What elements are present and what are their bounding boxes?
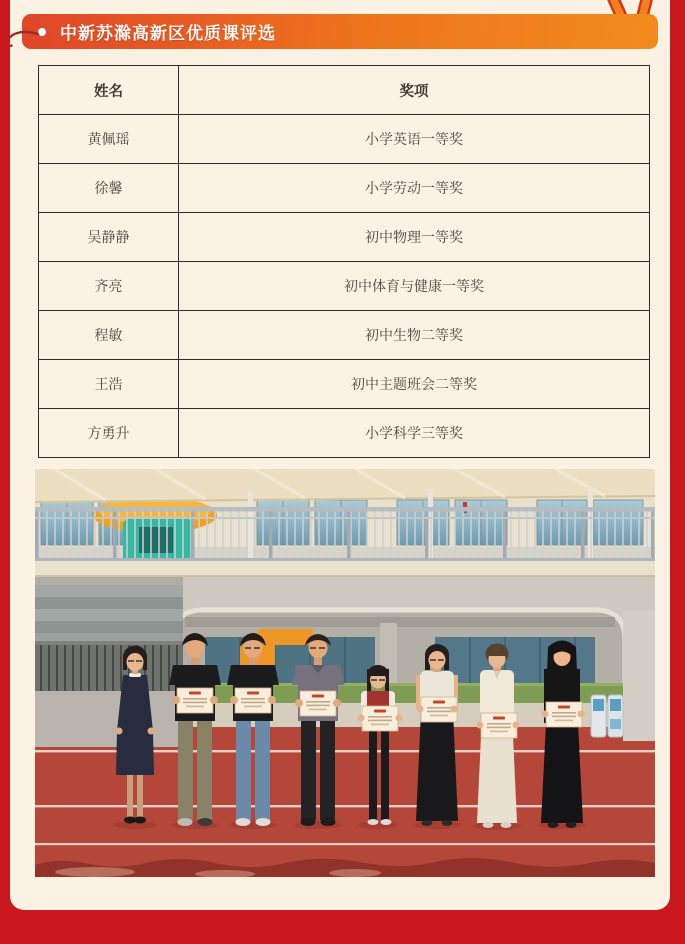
award-column-header: 奖项	[179, 66, 650, 115]
table-row	[39, 409, 650, 458]
name-cell: 齐亮	[39, 262, 179, 311]
content-card	[10, 0, 670, 910]
table-row	[39, 115, 650, 164]
table-row	[39, 311, 650, 360]
table-row	[39, 164, 650, 213]
award-cell: 初中物理一等奖	[179, 213, 650, 262]
award-cell: 初中体育与健康一等奖	[179, 262, 650, 311]
name-cell: 程敏	[39, 311, 179, 360]
award-cell: 小学科学三等奖	[179, 409, 650, 458]
swoosh-decoration-icon	[10, 28, 42, 50]
award-cell: 初中生物二等奖	[179, 311, 650, 360]
table-row	[39, 213, 650, 262]
name-cell: 方勇升	[39, 409, 179, 458]
name-cell: 王浩	[39, 360, 179, 409]
section-header-banner	[22, 14, 658, 49]
table-header-row	[39, 66, 650, 115]
section-title: 中新苏滁高新区优质课评选	[60, 24, 276, 43]
name-cell: 徐馨	[39, 164, 179, 213]
name-cell: 吴静静	[39, 213, 179, 262]
awards-group-photo[interactable]	[35, 469, 655, 877]
award-cell: 小学劳动一等奖	[179, 164, 650, 213]
award-cell: 小学英语一等奖	[179, 115, 650, 164]
table-row	[39, 262, 650, 311]
name-cell: 黄佩瑶	[39, 115, 179, 164]
name-column-header: 姓名	[39, 66, 179, 115]
award-cell: 初中主题班会二等奖	[179, 360, 650, 409]
awards-table	[38, 65, 650, 458]
table-row	[39, 360, 650, 409]
